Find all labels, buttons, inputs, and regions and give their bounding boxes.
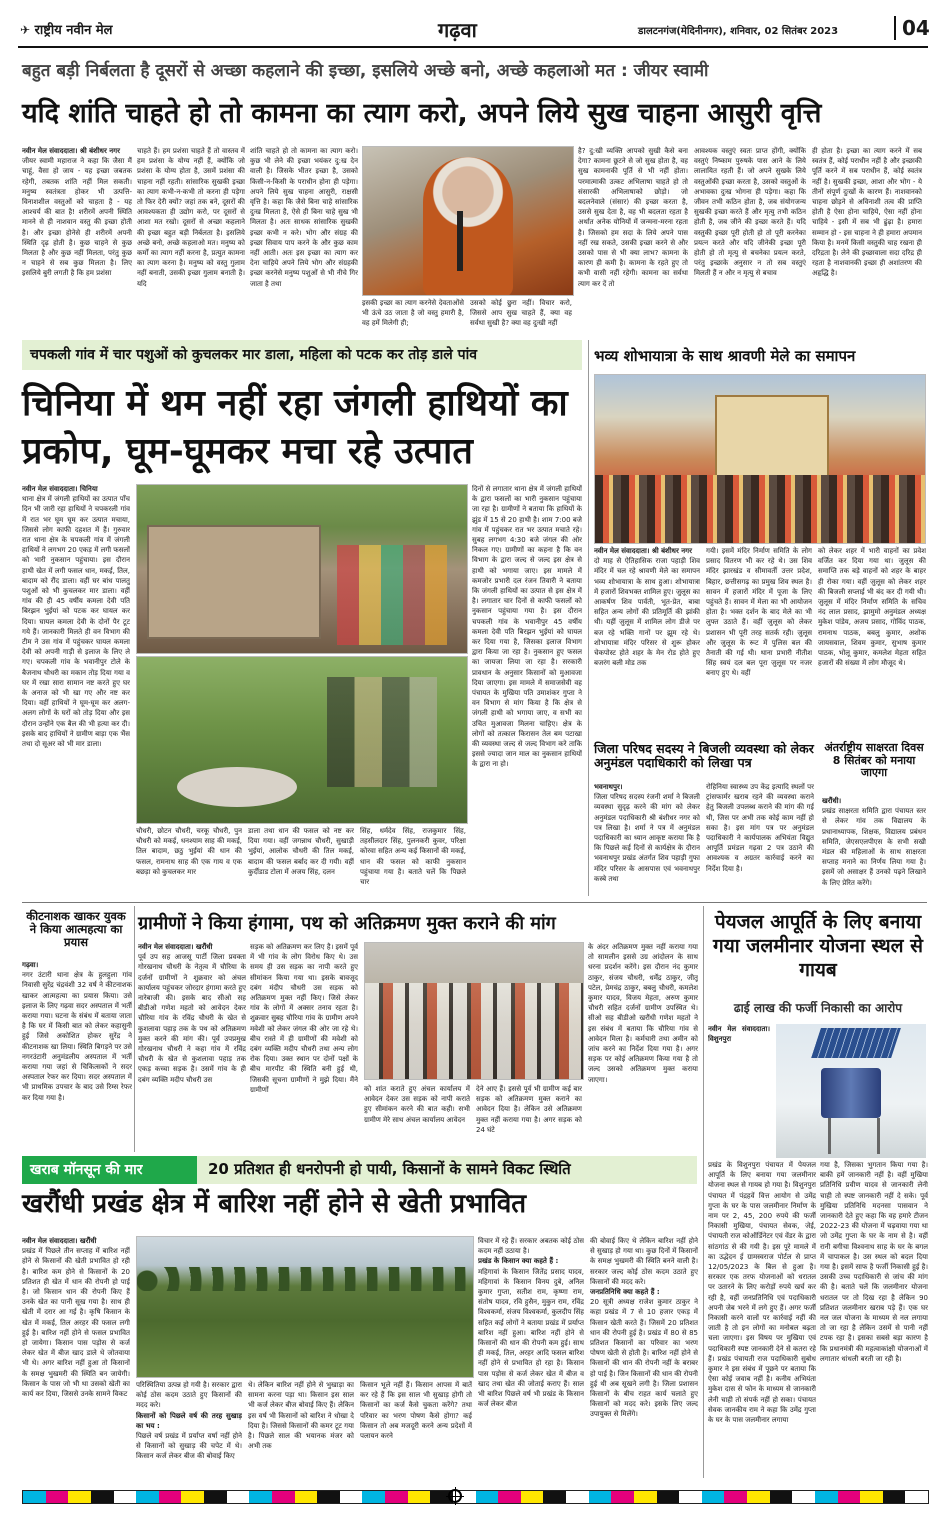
story9-col2-subhead: किसानों को पिछले वर्ष की तरह सुखाड़ का भय : [136, 1411, 242, 1430]
story6-text-col1: नगर उंटारी थाना क्षेत्र के हुलहुला गांव निवासी सुरेंद्र चंद्रवंशी 32 वर्ष ने कीटनाशक खाकर आत्महत्या का प्रयास किया। उसे इलाज के लिए गढ़वा सदर अस्पताल में भर्ती कराया गया। घटना के संबंध में बताया जाता है कि घर में किसी बात को लेकर कहासुनी हुई जिसे अकोशित होकर सुरेंद्र ने कीटनाशक खा लिया। स्थिति बिगड़ने पर उसे नगरउंटारी अनुमंडलीय अस्पताल में भर्ती कराया गया जहां से चिकित्सकों ने सदर अस्पताल रेफर कर दिया। सदर अस्पताल में भी प्राथमिक उपचार के बाद उसे रिम्स रेफर कर दिया गया है। [22, 971, 132, 1102]
story8-byline: नवीन मेल संवाददाता। विशुनपुरा [708, 1025, 770, 1044]
story9-col6 [590, 1236, 698, 1476]
color-swatch [611, 1491, 634, 1503]
registration-mark-left [448, 1489, 462, 1503]
tree-line [137, 1267, 473, 1291]
story8-subhead: ढाई लाख की फर्जी निकासी का आरोप [733, 1001, 903, 1015]
story2-photo-house [136, 484, 468, 654]
brand-name: राष्ट्रीय नवीन मेल [34, 23, 113, 38]
story4-text-col1: जिला परिषद सदस्य रंजनी शर्मा ने बिजली व्यवस्था सुदृढ़ करने की मांग को लेकर अनुमंडल पदाधिकारी श्री बंशीधर नगर को पत्र लिखा है। शर्मा ने पत्र में अनुमंडल पदाधिकारी का ध्यान आकृष्ट कराया कि है कि पिछले कई दिनों से कार्यक्षेत्र के दौरान भवनाथपुर प्रखंड अंतर्गत शिव पहाड़ी गुफा मंदिर परिसर के आसपास एवं भवनाथपुर कस्बे तथा [594, 793, 700, 883]
villager-row [365, 983, 583, 1079]
story8-photo-watertank [776, 1024, 926, 1158]
story5-byline: खरौंधी। [822, 797, 842, 805]
story8-col2: गया है, जिसका भुगतान किया गया है। बाकी हमें जानकारी नहीं है। वहीं मुखिया प्रतिनिधि प्रवीण यादव से जानकारी लेनी चाही तो स्पष्ट जानकारी नहीं दे सके। पूर्व मुखिया प्रतिनिधि मदनसा पासवान ने जानकारी देते हुए कहा कि वह हमारे टीजन 2022-23 की योजना में चढ़वाया गया था जो उमेंद्र गुप्ता के घर के नाम से है। वहीं रानी बगीचा विश्वनाथ साह के घर के बगल में चापाकल है। उस स्थल को बदल दिया गया है। इसमें साफ है फर्जी निकासी हुई है। उसकी उच्च पदाधिकारी से जांच की मांग की है। बताते चलें कि जलमीनार योजना धरातल पर तो दिख रहा है लेकिन 90 प्रतिशत जलमीनार खराब पड़े हैं। एक घर नल जल योजना के माध्यम से नल लगाया तो जा रहा है लेकिन उसमें से पानी नहीं टपक रहा है। इसका सबसे बड़ा कारण है कि प्रधानमंत्री की महत्वाकांक्षी योजनाओं में लगातार धांधली बरती जा रही है। [820, 1161, 928, 1363]
story3-byline: नवीन मेल संवाददाता। श्री बंशीधर नगर [594, 547, 692, 555]
brand-logo [20, 20, 112, 38]
color-swatch [566, 1491, 589, 1503]
story7-col5: के अंदर अतिक्रमण मुक्त नहीं कराया गया तो सामलीन इससे उग्र आंदोलन के साथ धरना प्रदर्शन करेंगे। इस दौरान नंद कुमार ठाकुर, संजय चौधरी, धर्मेंद्र ठाकुर, जीतू पटेल, प्रेमचंद्र ठाकुर, बबलु चौधरी, कमलेश कुमार यादव, विजय मेहता, अरुण कुमार चौधरी सहित दर्जनों ग्रामीण उपस्थित थे। सीओ सह बीडीओ खरौंधी गणेश महतो ने इस संबंध में बताया कि चौरिया गांव से आवेदन मिला है। कर्मचारी तथा अमीन को जांच करने का निर्देश दिया गया है। अगर सड़क पर कोई अतिक्रमण किया गया है तो जल्द उसको अतिक्रमण मुक्त कराया जाएगा। [588, 943, 698, 1084]
story9-col5 [478, 1236, 584, 1476]
color-swatch [770, 1491, 793, 1503]
story1-col3: शांति चाहते हो तो कामना का त्याग करो। कुछ भी लेने की इच्छा भयंकर दु:ख देन वाली है। जिसके भीतर इच्छा है, उसको किसी-न-किसी के पराधीन होना ही पड़ेगा। अपने लिये सुख चाहना आसुरी, राक्षसी वृत्ति है। कहा कि जैसे बिना चाहे सांसारिक दुःख मिलता है, ऐसे ही बिना चाहे सुख भी मिलता है। अतः साधक सांसारिक सुखकी इच्छा कभी न करे। भोग और संग्रह की इच्छा सिवाय पाप करने के और कुछ काम नहीं आती। अतः इस इच्छा का त्याग कर देना चाहिये अपने लिये भोग और संग्रहकी इच्छा करनेसे मनुष्य पशुओं से भी नीचे गिर जाता है तथा [250, 147, 358, 288]
color-swatch [408, 1491, 431, 1503]
story4-col1 [594, 782, 700, 896]
story3-text-col1: दो माह से ऐतिहासिक राजा पहाड़ी शिव मंदिर में चल रहे श्रावणी मेले का समापन भव्य शोभायात्रा के साथ हुआ। शोभायात्रा में हजारों शिवभक्त शामिल हुए। जुलूस का आकर्षण शिव पार्वती, भूत-प्रेत, बाबा सहित अन्य लोगों की प्रतिमूर्ति की झांकी थी। यहीं जुलूस में शामिल लोग डीजे पर बज रहे भक्ति गानों पर झूम रहे थे। शोभायात्रा मंदिर परिसर से शुरू होकर चेकपोस्ट होते शहर के मेन रोड होते हुए बजरंग बली मोड तक [594, 557, 700, 668]
story2-col1 [22, 484, 130, 894]
story2-col3: चौधरी, छोटन चौधरी, चरकू चौधरी, पुन चौधरी को मकई, धनश्याम साह की मकई, तिल बादाम, छठु भुईयां की धान की फसल, रामनाथ साह की एक गाय व एक बछड़ा को कुचलकर मार [136, 827, 242, 876]
color-swatch [204, 1491, 227, 1503]
color-swatch [317, 1491, 340, 1503]
solar-panel [811, 1028, 901, 1058]
story1-col5: है? दु:खी व्यक्ति आपको सुखी कैसे बना देगा? कामना छूटने से जो सुख होता है, वह सुख कामनाकी पूर्ति से भी नहीं होता। परमात्माकी उत्कट अभिलाषा चाहते हो तो संसारकी अभिलाषाको छोड़ो। जो बदलनेवाले (संसार) की इच्छा करता है, उससे सुख देता है, वह भी बदलता रहता है अर्थात अनेक योनियों में जन्मना-मरना रहता है। जिसको हम सदा के लिये अपने पास नहीं रख सकते, उसकी इच्छा करने से और उसको पास से भी क्या लाभ? कामना के कारण ही कमी है। कामना के रहते हुए तो कभी वासी नहीं रहेगी। कामना का सर्वथा त्याग कर दें तो [578, 147, 688, 288]
story1-text-col1: जीयर स्वामी महाराज ने कहा कि जैसा मैं चाहूं, वैसा हो जाय - यह इच्छा जबतक रहेगी, तबतक शांति नहीं मिल सकती। मनुष्य स्वतंत्रता होकर भी उत्पत्ति-विनाशशील वस्तुओं को चाहता है - यह आश्चर्य की बात है! शरीरमें अपनी स्थिति मानने से ही नाशवान वस्तु की इच्छा होती है। और इच्छा होनेसे ही शरीरमें अपनी स्थिति दृढ़ होती है। कुछ चाहने से कुछ मिलता है और कुछ नहीं मिलता, परंतु कुछ न चाहने से सब कुछ मिलता है। लिए इसलिये बुरी लगती है कि हम प्रशंसा [22, 157, 132, 278]
color-swatch [249, 1491, 272, 1503]
color-swatch [227, 1491, 250, 1503]
color-swatch [385, 1491, 408, 1503]
story9-kicker: 20 प्रतिशत ही धनरोपनी हो पायी, किसानों के सामने विकट स्थिति [208, 1160, 571, 1178]
story6-byline: गढ़वा। [22, 961, 39, 969]
color-swatch [159, 1491, 182, 1503]
story1-col6: आवश्यक वस्तुएं स्वतः प्राप्त होंगी, क्योंकि वस्तुएं निष्काम पुरुषके पास आने के लिये लालायित रहती हैं। जो अपने सुखके लिये वस्तुओंकी इच्छा करता है, उसको वस्तुओं के अभावका दुःख भोगना ही पड़ेगा। कहा कि जीवन तभी कठिन होता है, जब संयोगजन्य सुखकी इच्छा करते हैं और मृत्यु तभी कठिन होती है, जब जीने की इच्छा करते हैं। यदि वस्तुकी इच्छा पूरी होती हो तो पूरी करनेका प्रयत्न करते और यदि जीनेकी इच्छा पूरी होती हो तो मृत्यु से बचनेका प्रयत्न करते, परंतु इच्छाके अनुसार न तो सब वस्तुएं मिलती हैं न और न मृत्यु से बचाव [694, 147, 806, 278]
page-number: 04 [894, 16, 930, 40]
color-swatch [543, 1491, 566, 1503]
story8-headline: पेयजल आपूर्ति के लिए बनाया गया जलमीनार योजना स्थल से गायब [713, 911, 923, 981]
story3-headline: भव्य शोभायात्रा के साथ श्रावणी मेले का समापन [594, 347, 856, 365]
color-swatch [838, 1491, 861, 1503]
color-swatch [23, 1491, 46, 1503]
story9-text-col5b: महिगावां के किसान जितेंद्र प्रसाद यादव, महिगावां के किसान विनय दुबे, अनिल कुमार गुप्ता, सतीश राम, कृष्णा राम, संतोष यादव, रवि हुसैन, मुकुन राम, रविंद्र विश्वकर्मा, संजय विश्वकर्मा, कुलदीप सिंह सहित कई लोगों ने बताया प्रखंड में प्रर्याप्त बारिश नहीं हुआ। बारिश नहीं होने से किसानों की धान की रोपनी कम हुई। साथ ही मकई, तिल, अरहर आदि फसल बारिश नहीं होने से प्रभावित हो रहा है। किसान पास पड़ोस से कर्ज लेकर खेत में बीज व खाद तथा खेत की जोताई कराए हैं। साल भी बारिश पिछले वर्ष भी प्रखंड के किसान कर्ज लेकर बीज [478, 1267, 584, 1409]
story2-byline: नवीन मेल संवाददाता। चिनिया [22, 485, 98, 493]
story7-byline: नवीन मेल संवाददाता। खरौंधी [138, 943, 213, 951]
color-swatch [657, 1491, 680, 1503]
story9-text-col6: की बोवाई किए थे लेकिन बारिश नहीं होने से सुखाड़ हो गया था। कुछ दिनों में किसानों के समक्ष भुखमरी की स्थिति बनने वाली है। सरकार जल्द कोई ठोस कदम उठाते हुए किसानों की मदद करे। [590, 1237, 698, 1286]
story2-photo-field [136, 656, 468, 824]
edition-name: गढ़वा [438, 18, 477, 42]
story5-col1 [822, 796, 926, 896]
story9-text-col2b: पिछले वर्ष प्रखंड में प्रर्याप्त वर्षा नहीं होने से किसानों को सुखाड़ की चपेट में थे। किसान कर्ज लेकर बीज की बोवाई किए [136, 1432, 242, 1461]
story6-col1 [22, 960, 132, 1148]
color-swatch [68, 1491, 91, 1503]
story9-text-col1: प्रखंड में पिछले तीन सप्ताह में बारिश नहीं होने से किसानों की खेती प्रभावित हो रही है। बारिश कम होने से किसानों के 20 प्रतिशत ही खेत में धान की रोपनी हो पाई है। जो किसान धान की रोपनी किए हैं उनके खेत का पानी सूख गया है। साथ ही खेती में दरार आ गई है। कृषि किसान के खेत में मकई, तिल अरहर की फसल लगी हुई है। बारिश नहीं होने से फसल प्रभावित हो जायेगा। किसान पास पड़ोस से कर्ज लेकर खेत में बीज खाद डाले थे जोतवाया भी थे। अगर बारिश नहीं हुआ तो किसानों के समक्ष भुखमरी की स्थिति बन जायेगी। किसान के पास जो भी था उसको खेती का कार्य कर दिया, जिससे उनके सामने विकट [22, 1247, 130, 1399]
story6-headline: कीटनाशक खाकर युवक ने किया आत्महत्या का प्रयास [26, 909, 126, 950]
story9-col1 [22, 1236, 130, 1476]
column-rule [134, 906, 135, 1152]
saint-figure [423, 157, 513, 296]
story7-headline: ग्रामीणों ने किया हंगामा, पथ को अतिक्रमण मुक्त कराने की मांग [138, 913, 556, 934]
story7-text-col1: पूर्व उप सह आजसू पार्टी जिला प्रवक्ता गोरखनाथ चौधरी के नेतृत्व में चौरिया के दर्जनों ग्रामीणों ने शुक्रवार को अंचल कार्यालय पहुंचकर जोरदार हंगामा करते हुए नारेबाजी की। इसके बाद सीओ सह बीडीओ गणेश महतो को आवेदन देकर चौरिया गांव के रविंद्र चौधरी के खेत से कुशलावा पहाड़ तक के पथ को अतिक्रमण मुक्त करने की मांग की। पूर्व उपप्रमुख गोरखनाथ चौधरी ने कहा गांव में रविंद्र चौधरी के खेत से कुशलावा पहाड़ तक एकड़ कच्चा सड़क है। उसमें गांव के ही दबंग व्यक्ति मदीप चौधरी उस [138, 953, 246, 1084]
story5-text-col1: प्रखंड साक्षरता समिति द्वारा पंचायत स्तर से लेकर गांव तक विद्यालय के प्रधानाध्यापक, शिक्षक, विद्यालय प्रबंधन समिति, जेएसएलपीएस के सभी सखी मंडल की महिलाओं के साथ साक्षरता सप्ताह मनाने का निर्णय लिया गया है। इसमें जो असाक्षर हैं उनको पढ़ने लिखाने के लिए प्रेरित करेंगे। [822, 807, 926, 887]
color-swatch [340, 1491, 363, 1503]
story9-byline: नवीन मेल संवाददाता। खरौंधी [22, 1237, 97, 1245]
story7-col4: देने आए हैं। इससे पूर्व भी ग्रामीण कई बार सड़क को अतिक्रमण मुक्त कराने का आवेदन दिया है। लेकिन उसे अतिक्रमण मुक्त नहीं कराया गया है। अगर सड़क को 24 घंटे [476, 1085, 582, 1134]
story2-kicker: चपकली गांव में चार पशुओं को कुचलकर मार डाला, महिला को पटक कर तोड़ डाले पांव [30, 347, 478, 363]
story8-col1a [708, 1024, 770, 1158]
story1-col1 [22, 146, 132, 331]
story9-text-col5: विचार में रहे हैं। सरकार अबतक कोई ठोस कदम नहीं उठाया है। [478, 1237, 584, 1256]
tank-stand [828, 1118, 880, 1154]
story2-col4: डाला तथा धान की फसल को नष्ट कर दिया गया। वहीं जगन्नाथ चौधरी, सुखाड़ी भुईयां, आलोक चौधरी की तिल मकई, बादाम की फसल बर्बाद कर दी गयी। वहीं कुर्दीडाड टोला में अजय सिंह, दलन [248, 827, 354, 876]
story1-byline: नवीन मेल संवाददाता। श्री बंशीधर नगर [22, 147, 120, 155]
color-swatch [114, 1491, 137, 1503]
story9-col4: किसान भूले नहीं हैं। किसान आपस में बातें कर रहे हैं कि इस साल भी सुखाड़ होगी तो किसानों का कर्ज कैसे चुकता करेंगे? तथा परिवार का भरण पोषण कैसे होगा? कई किसान तो अब मजदूरी करने अन्य प्रदेशों में पलायन करने [360, 1381, 472, 1441]
story7-col1 [138, 942, 246, 1148]
color-swatches [23, 1491, 928, 1503]
story2-col5: सिंह, धर्मदेव सिंह, राजकुमार सिंह, तहसीलदार सिंह, पुलनकरी कुवर, परिक्षा कोरवा सहित अन्य कई किसानों की मकई, धान की फसल को काफी नुकसान पहुंचाया गया है। बताते चलें कि पिछले चार [360, 827, 466, 887]
color-swatch [46, 1491, 69, 1503]
print-color-bar [22, 1490, 929, 1504]
color-swatch [702, 1491, 725, 1503]
story3-col2: गयी। इसमें मंदिर निर्माण समिति के लोग प्रसाद वितरण भी कर रहे थे। उस शिव मंदिर झारखंड व सीमावर्ती उत्तर प्रदेश, बिहार, छत्तीसगढ़ का प्रमुख शिव स्थल है। सावन में हजारों मंदिर में पूजा के लिए पहुंचते हैं। सावन में मेला का भी आयोजन होता है। भक्त दर्शन के बाद मेले का भी लुफ्त उठाते हैं। वहीं जुलूस को लेकर प्रशासन भी पूरी तरह सतर्क रही। जुलूस और जुलूस के रूट में पुलिस बल की तैनाती की गई थी। थाना प्रभारी नीतीश सिंह स्वयं दल बल पूरा जुलूस पर नजर बनाए हुए थे। वहीं [706, 547, 812, 678]
dateline: डालटनगंज(मेदिनीनगर), शनिवार, 02 सितंबर 2023 [638, 26, 839, 37]
story9-text-col6b: 20 सूत्री अध्यक्ष राजेश कुमार ठाकुर ने कहा प्रखंड में 7 से 10 हजार एकड़ में किसान खेती करते हैं। जिसमें 20 प्रतिशत धान की रोपनी हुई है। प्रखंड में 80 से 85 प्रतिशत किसानों का परिवार का भरण पोषण खेती से होती है। बारिश नहीं होने से किसानों की धान की रोपनी नहीं के बराबर हो पाई है। जिन किसानों की धान की रोपनी हुई थी अब सूखने लगी है। जिला प्रशासन किसानों के बीच राहत कार्य चलाते हुए किसानों को मदद करे। इसके लिए जल्द उपायुक्त से मिलेंगे। [590, 1298, 698, 1419]
microphone [457, 211, 463, 271]
masthead [18, 14, 928, 50]
color-swatch [883, 1491, 906, 1503]
story9-tag: खराब मॉनसून की मार [30, 1162, 143, 1178]
story1-col2: चाहते हैं। हम प्रशंसा चाहते हैं तो वास्तव में हम प्रशंसा के योग्य नहीं हैं, क्योंकि जो प्रशंसा के योग्य होता है, उसमें प्रशंसा की चाहना नहीं रहती। सांसारिक सुखकी इच्छा का त्याग कभी-न-कभी तो करना ही पड़ेगा तो फिर देरी क्यों? जहां तक बने, दूसरों की आवश्यकता ही उद्योग करो, पर दूसरों से आशा मत रखो। दूसरों से अच्छा कहलाने की इच्छा बहुत बड़ी निर्बलता है। इसलिये अच्छे बनो, अच्छे कहलाओ मत। मनुष्य को कर्मों का त्याग नहीं करना है, प्रत्युत कामना का त्याग करना है। मनुष्य को वस्तु गुलाम नहीं बनाती, उसकी इच्छा गुलाम बनाती है। यदि [137, 147, 245, 288]
crowd [595, 475, 925, 543]
damaged-house [147, 525, 321, 639]
story1-photo-saint [362, 146, 574, 296]
story7-col2: सड़क को अतिक्रमण कर लिए है। इसमें पूर्व में भी गांव के लोग विरोध किए थे। उस समय ही उस सड़क का नापी करते हुए सीमांकन किया गया था। इसके बावजूद दबंग मंदीप चौधरी उस सड़क को अतिक्रमण मुक्त नहीं किए। जिसे लेकर गांव के लोगों में अक्सर तनाव रहता है। शुक्रवार सुबह चौरिया गांव के ग्रामीण अपने मवेशी को लेकर जंगल की ओर जा रहे थे। बीच रास्ते में ही ग्रामीणों की मवेशी को दबंग व्यक्ति मदीप चौधरी तथा अन्य लोग रोक दिया। उक्त स्थान पर दोनों पक्षों के बीच मारपीट की स्थिति बनी हुई थी, जिसकी सूचना ग्रामीणों ने मुझे दिया। मैंने ग्रामीणों [250, 943, 358, 1094]
story2-text-col1: थाना क्षेत्र में जंगली हाथियों का उत्पात पाँच दिन भी जारी रहा हाथियों ने चपकरली गांव में रात भर घूम घूम कर उत्पात मचाया, जिससे लोग काफी दहशत में हैं। गुरुवार रात थाना क्षेत्र के चपकली गांव में जंगली हाथियों ने लगभग 20 एकड़ में लगी फसलों को भारी नुकसान पहुंचाया। इस दौरान हाथी खेत में लगी फसल धान, मकई, तिल, बादाम को रौंद डाला। वहीं घर बांध पालतु पशुओं को भी कुचलकर मार डाला। वहीं गांव की ही 45 वर्षीय कमला देवी पति बिरझन भुईयां को पटक कर घायल कर दिया। घायल कमला देवी के दोनों पैर टूट गये हैं। जानकारी मिलते ही वन विभाग की टीम ने उस गांव में पहुंचकर घायल कमला देवी को अपनी गाड़ी से इलाज के लिए ले गए। चपकली गांव के भवानीपुर टोले के बैजनाथ चौधरी का मकान तोड़ दिया गया व घर में रखा सारा सामान नष्ट करते हुए घर के अनाज को भी खा गए और नष्ट कर दिया। वहीं हाथियों ने घूम-घूम कर अलग-अलग लोगों के घरों को तोड़ दिया और इस दौरान उन्होंने एक बैल की भी हत्या कर दी। इसके बाद हाथियों ने ग्रामीण बाड़ा एक भैंस तथा दो सूअर को भी मार डाला। [22, 495, 130, 749]
color-swatch [362, 1491, 385, 1503]
people-group [337, 545, 447, 645]
column-rule [703, 906, 704, 1478]
dead-cattle [177, 767, 297, 807]
story2-col2: दिनों से लगातार थाना क्षेत्र में जंगली हाथियों के द्वारा फसलों का भारी नुकसान पहुंचाया जा रहा है। ग्रामीणों ने बताया कि हाथियों के झुंड में 15 से 20 हाथी है। शाम 7:00 बजे गांव में पहुंचकर रात भर उत्पात मचाते रहे। सुबह लगभग 4:30 बजे जंगल की ओर निकल गए। ग्रामीणों का कहना है कि वन विभाग के द्वारा जल्द से जल्द इस क्षेत्र से हाथी को भगाया जाए। इस मामले में कमजोर प्रभारी दल रंजन तिवारी ने बताया कि जंगली हाथियों का उत्पात से इस क्षेत्र में है। लगातार चार दिनों से काफी फसलों को नुकसान पहुंचाया गया है। इस दौरान चपकली गांव के भवानीपुर 45 वर्षीय कमला देवी पति बिरझन भुईयां को घायल कर दिया गया है, जिसका इलाज विभाग द्वारा किया जा रहा है। नुकसान हुए फसल का जायजा लिया जा रहा है। सरकारी प्रावधान के अनुसार किसानों को मुआवजा दिया जाएगा। इस मामले में समाजसेवी वह पंचायत के मुखिया पति उमाशंकर गुप्ता ने वन विभाग से मांग किया है कि क्षेत्र से जंगली हाथी को भगाया जाए, व सभी का उचित मुआवजा मिलना चाहिए। क्षेत्र के लोगों को तत्काल किरासन तेल बम पटाखा की व्यवस्था जल्द से जल्द विभाग करे ताकि इससे ज्यादा जान माल का नुकसान हाथियों के द्वारा ना हो। [472, 485, 582, 769]
story1-col7: ही होता है। इच्छा का त्याग करने में सब स्वतंत्र हैं, कोई पराधीन नहीं है और इच्छाकी पूर्ति करने में सब पराधीन हैं, कोई स्वतंत्र नहीं है। सुखकी इच्छा, आशा और भोग - ये तीनों संपूर्ण दुःखों के कारण हैं। नाशवानको चाहना छोड़ने से अविनाशी तत्व की प्राप्ति होती है ऐसा होना चाहिये, ऐसा नहीं होना चाहिये - इसी में सब भी ढुंढ़ा है। हमारा सम्मान हो - इस चाहना ने ही हमारा अपमान किया है। मनमें किसी वस्तुकी चाह रखना ही दरिद्रता है। लेने की इच्छावाला सदा दरिद्र ही रहता है नाशवानकी इच्छा ही अशांतरण की अहृद्धि है। [812, 147, 922, 278]
color-swatch [136, 1491, 159, 1503]
story9-col5-subhead: प्रखंड के किसान क्या कहते हैं : [478, 1257, 559, 1266]
story7-photo-villagers [364, 942, 584, 1080]
color-swatch [272, 1491, 295, 1503]
tableau-float [715, 395, 829, 479]
story4-headline: जिला परिषद सदस्य ने बिजली व्यवस्था को लेकर अनुमंडल पदाधिकारी को लिखा पत्र [594, 741, 814, 771]
story4-byline: भवनाथपुर। [594, 783, 623, 791]
story3-photo-procession [594, 374, 926, 544]
color-swatch [498, 1491, 521, 1503]
story5-headline: अंतर्राष्ट्रीय साक्षरता दिवस 8 सितंबर को मनाया जाएगा [824, 741, 924, 780]
story9-col6-subhead: जनप्रतिनिधि क्या कहते हैं : [590, 1288, 660, 1297]
story1-col4: इसकी इच्छा का त्याग करनेसे देवताओंसे भी ऊंचे उठ जाता है जो वस्तु हमारी है, वह हमें मिलेगी ही; [362, 299, 464, 328]
story3-col3: को लेकर शहर में भारी वाहनों का प्रवेश वर्जित कर दिया गया था। जुलूस की समाप्ति तक बड़े वाहनों को शहर के बाहर ही रोका गया। वहीं जुलूस को लेकर शहर की बिजली सप्लाई भी बंद कर दी गयी थी। जुलूस में मंदिर निर्माण समिति के सचिव नंद लाल प्रसाद, झामुमो अनुमंडल अध्यक्ष मुकेश पांडेय, अजय प्रसाद, गोविंद पाठक, रामनाथ पाठक, बबलु कुमार, अशोक जायसवाल, शिवम कुमार, सुभाष कुमार पाठक, भोलू कुमार, कमलेश मेहता सहित हजारों की संख्या में लोग मौजूद थे। [818, 547, 926, 668]
story9-headline: खरौंधी प्रखंड क्षेत्र में बारिश नहीं होने से खेती प्रभावित [22, 1189, 527, 1219]
color-swatch [815, 1491, 838, 1503]
color-swatch [724, 1491, 747, 1503]
story2-headline: चिनिया में थम नहीं रहा जंगली हाथियों का प्रकोप, घूम-घूमकर मचा रहे उत्पात [22, 383, 568, 472]
story1-headline: यदि शांति चाहते हो तो कामना का त्याग करो, अपने लिये सुख चाहना आसुरी वृत्ति [22, 98, 822, 129]
column-rule [588, 340, 589, 896]
story9-photo-dry-field [136, 1236, 474, 1378]
story9-col2 [136, 1380, 242, 1476]
color-swatch [634, 1491, 657, 1503]
section-divider-1 [22, 902, 927, 903]
color-swatch [91, 1491, 114, 1503]
color-swatch [792, 1491, 815, 1503]
story1-col4b: उसको कोई छुरा नहीं। विचार करो, जिससे आप सुख चाहते हैं, क्या वह सर्वथा सुखी है? क्या वह दुःखी नहीं [470, 299, 572, 328]
color-swatch [521, 1491, 544, 1503]
water-tank [821, 1068, 881, 1118]
color-swatch [476, 1491, 499, 1503]
quote-banner: बहुत बड़ी निर्बलता है दूसरों से अच्छा कहलाने की इच्छा, इसलिये अच्छे बनो, अच्छे कहलाओ मत : जीयर स्वामी [22, 61, 709, 81]
story9-text-col2: परिस्थितिया उत्पन्न हो गयी है। सरकार द्वारा कोई ठोस कदम उठाते हुए किसानों की मदद करे। [136, 1381, 242, 1410]
color-swatch [295, 1491, 318, 1503]
color-swatch [589, 1491, 612, 1503]
color-swatch [905, 1491, 928, 1503]
story3-col1 [594, 546, 700, 736]
bird-icon: ✈ [20, 23, 31, 37]
color-swatch [747, 1491, 770, 1503]
story8-col1: प्रखंड के विशुनपुरा पंचायत में पेयजल आपूर्ति के लिए बनाया गया जलमीनार योजना स्थल से गायब हो गया है। विशुनपुरा पंचायत में पंद्रहवें वित्त आयोग से उमेंद्र गुप्ता के घर के पास जलमीनार निर्माण के नाम पर 2, 45, 200 रुपये की फर्जी निकासी मुखिया, पंचायत सेवक, जेई, पंचायती राज कोऑर्डिनेटर एवं वेंडर के द्वारा सांठगांठ से की गयी है। इस पूरे मामले में का उद्भेदन ई ग्रामस्वराज पोर्टल से प्राप्त 12/05/2023 के बिल से हुआ है। सरकार एक तरफ योजनाओं को धरातल पर उतारने के लिए करोड़ों रुपये खर्च कर रही है, वहीं जनप्रतिनिधि एवं पदाधिकारी अपनी जेब भरने में लगे हुए हैं। अगर फर्जी निकासी करने वालों पर कार्रवाई नहीं की जाती है तो इन लोगों का मनोबल बढ़ता चला जाएगा। इस विषय पर मुखिया एवं पदाधिकारी स्पष्ट जानकारी देने से कतरा रहे हैं। प्रखंड पंचायती राज पदाधिकारी सुबोध कुमार ने इस संबंध में पूछने पर बताया कि ऐसा कोई जवाब नहीं है। कनीय अभियंता मुकेश दास से फोन के माध्यम से जानकारी लेनी चाही तो संपर्क नहीं हो सका। पंचायत सेवक जानकीय राम ने कहा कि उमेंद्र गुप्ता के घर के पास जलमीनार लगाया [708, 1161, 816, 1425]
villagers [327, 677, 437, 787]
color-swatch [679, 1491, 702, 1503]
color-swatch [181, 1491, 204, 1503]
color-swatch [860, 1491, 883, 1503]
story4-col2: रोहिनिया स्वास्थ्य उप केंद्र इत्यादि स्थलों पर ट्रांसफार्मर खराब रहने की व्यवस्था कराने हेतु बिजली उपलब्ध कराने की मांग की गई थी, जिस पर अभी तक कोई काम नहीं हो सका है। इस मांग पत्र पर अनुमंडल पदाधिकारी ने कार्यपालक अभियंता विद्युत आपूर्ति प्रमंडल गढ़वा 2 पत्र उठाने की आवश्यक व अग्रतर कार्रवाई करने का निर्देश दिया है। [706, 783, 814, 873]
story7-col3: को शांत कराते हुए अंचल कार्यालय में आवेदन देकर उस सड़क को नापी कराते हुए सीमांकन करने की बात कही। सभी ग्रामीण मेरे साथ अंचल कार्यालय आवेदन [364, 1085, 470, 1124]
masthead-rule [18, 46, 928, 48]
story9-col3: थे। लेकिन बारिश नहीं होने से भुखाड़ा का सामना करना पड़ा था। किसान इस साल भी कर्ज लेकर बीज बोवाई किए हैं। लेकिन इस वर्ष भी किसानों को बारिश ने धोखा दे दिया है। जिससे किसानों की कमर टूट गया है। पिछले साल की भयानक मंजर को अभी तक [248, 1381, 354, 1451]
